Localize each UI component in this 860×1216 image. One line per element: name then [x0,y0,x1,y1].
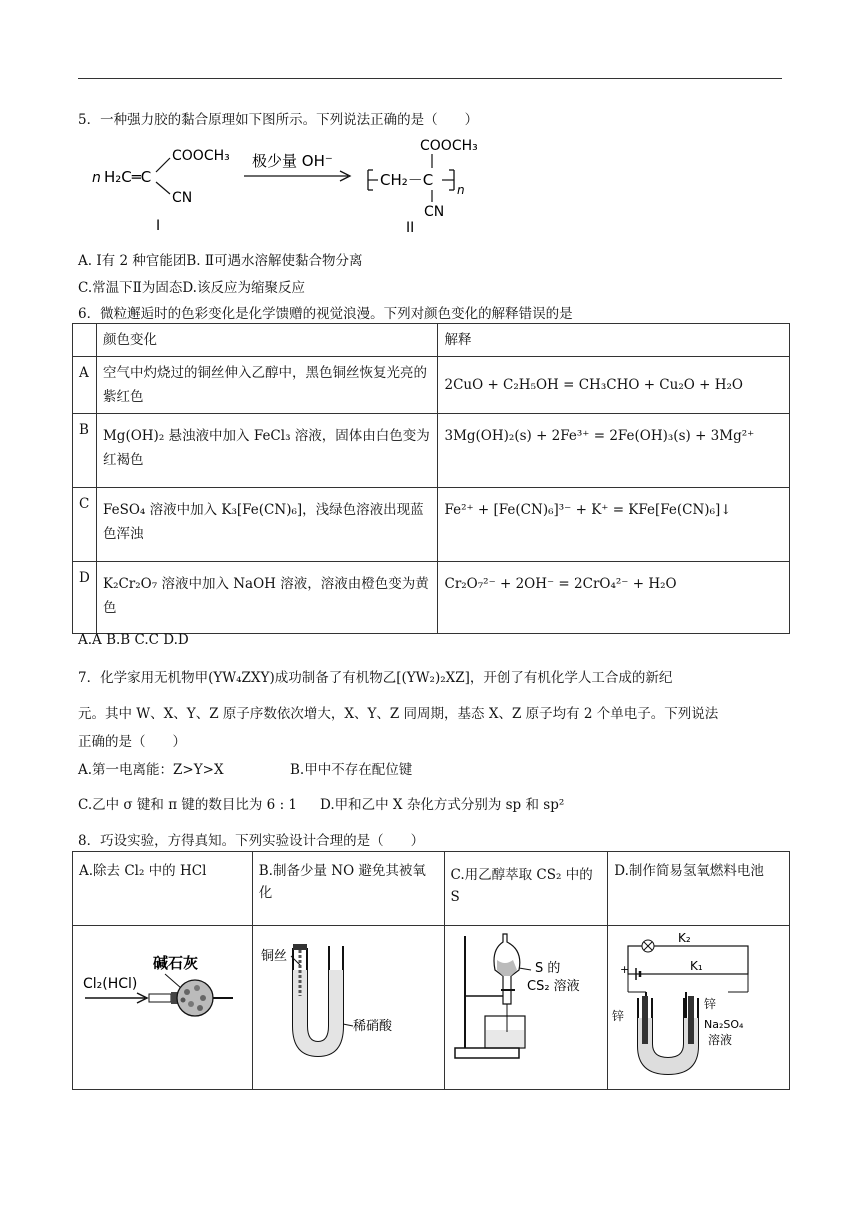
q5-options-line2: C.常温下Ⅱ为固态D.该反应为缩聚反应 [78,280,305,296]
product-n: n [457,183,465,197]
product-chain: CH₂－C [380,171,434,189]
electrolyte-label-line2: 溶液 [708,1033,733,1047]
drying-tube-diagram [73,926,251,1082]
q8-cell-a-title: A.除去 Cl₂ 中的 HCl [73,852,253,926]
q8-table [72,851,790,1090]
gas-label: Cl₂(HCl) [83,976,138,992]
q6-options: A.A B.B C.C D.D [78,632,189,648]
q8-cell-c-title: C.用乙醇萃取 CS₂ 中的 S [444,852,608,926]
q8-cell-c-figure [444,926,608,1090]
switch-k1-label: K₁ [690,959,703,973]
reactant-top: COOCH₃ [172,148,230,164]
q8-title-row [73,852,790,926]
q5-stem: 5．一种强力胶的黏合原理如下图所示。下列说法正确的是（ ） [78,112,479,128]
q8-stem: 8．巧设实验，方得真知。下列实验设计合理的是（ ） [78,833,425,849]
q6-row-label: D [73,562,97,634]
q7-option-d: D.甲和乙中 X 杂化方式分别为 sp 和 sp² [320,797,565,813]
solution-label-line2: CS₂ 溶液 [526,979,580,994]
svg-text:+: + [620,963,630,976]
product-label: II [406,220,415,236]
reactant-bottom: CN [172,190,193,206]
q8-cell-b-title: B.制备少量 NO 避免其被氧化 [252,852,444,926]
u-tube-no-diagram [253,926,443,1082]
q6-row-b [73,414,790,488]
fuel-cell-diagram [608,926,788,1082]
q8-cell-a-figure [73,926,253,1090]
q6-row-explain: Fe²⁺ + [Fe(CN)₆]³⁻ + K⁺ = KFe[Fe(CN)₆]↓ [438,488,790,562]
solution-label-line1: S 的 [534,961,560,976]
q6-row-change: K₂Cr₂O₇ 溶液中加入 NaOH 溶液，溶液由橙色变为黄色 [96,562,438,634]
q6-row-label: B [73,414,97,488]
q7-option-c: C.乙中 σ 键和 π 键的数目比为 6 : 1 [78,797,297,813]
product-bottom: CN [424,204,445,220]
q6-header-explain: 解释 [438,324,790,357]
q7-line2: 元。其中 W、X、Y、Z 原子序数依次增大，X、Y、Z 同周期，基态 X、Z 原子均有 2 个单电子。下列说法 [78,706,719,722]
q6-header-blank [73,324,97,357]
reaction-condition: 极少量 OH⁻ [252,152,333,170]
q6-row-change: Mg(OH)₂ 悬浊液中加入 FeCl₃ 溶液，固体由白色变为红褐色 [96,414,438,488]
q7-option-b: B.甲中不存在配位键 [290,762,413,778]
q6-row-change: FeSO₄ 溶液中加入 K₃[Fe(CN)₆]，浅绿色溶液出现蓝色浑浊 [96,488,438,562]
reactant-prefix: n [92,170,101,186]
q8-cell-d-figure [608,926,790,1090]
separatory-funnel-diagram [445,926,607,1082]
q8-cell-b-figure [252,926,444,1090]
q6-row-a [73,357,790,414]
q6-row-explain: 2CuO + C₂H₅OH = CH₃CHO + Cu₂O + H₂O [438,357,790,414]
q6-row-label: C [73,488,97,562]
q6-row-label: A [73,357,97,414]
header-rule [78,78,782,79]
reactant-left: H₂C═C [104,168,152,186]
q8-cell-d-title: D.制作简易氢氧燃料电池 [608,852,790,926]
copper-wire-label: 铜丝 [260,949,287,964]
q6-row-change: 空气中灼烧过的铜丝伸入乙醇中，黑色铜丝恢复光亮的紫红色 [96,357,438,414]
q5-reaction-scheme [86,132,506,238]
q7-option-a: A.第一电离能：Z>Y>X [78,762,224,778]
reagent-label: 碱石灰 [153,954,199,972]
q6-row-d [73,562,790,634]
q6-row-c [73,488,790,562]
q7-line1: 7．化学家用无机物甲(YW₄ZXY)成功制备了有机物乙[(YW₂)₂XZ]，开创了有机化学人工合成的新纪 [78,670,673,686]
electrolyte-label-line1: Na₂SO₄ [704,1018,744,1031]
q6-stem: 6．微粒邂逅时的色彩变化是化学馈赠的视觉浪漫。下列对颜色变化的解释错误的是 [78,306,573,322]
reactant-label: I [156,218,161,234]
q8-figure-row [73,926,790,1090]
q6-row-explain: Cr₂O₇²⁻ + 2OH⁻ = 2CrO₄²⁻ + H₂O [438,562,790,634]
product-top: COOCH₃ [420,138,478,154]
switch-k2-label: K₂ [678,931,691,945]
q6-table [72,323,790,634]
q6-row-explain: 3Mg(OH)₂(s) + 2Fe³⁺ = 2Fe(OH)₃(s) + 3Mg²⁺ [438,414,790,488]
q6-header-change: 颜色变化 [96,324,438,357]
nitric-acid-label: 稀硝酸 [352,1019,392,1034]
left-electrode-label: 锌 [612,1009,625,1023]
q7-line3: 正确的是（ ） [78,734,186,750]
q6-header-row [73,324,790,357]
right-electrode-label: 锌 [704,997,717,1011]
q5-options-line1: A. Ⅰ有 2 种官能团B. Ⅱ可遇水溶解使黏合物分离 [78,253,363,269]
